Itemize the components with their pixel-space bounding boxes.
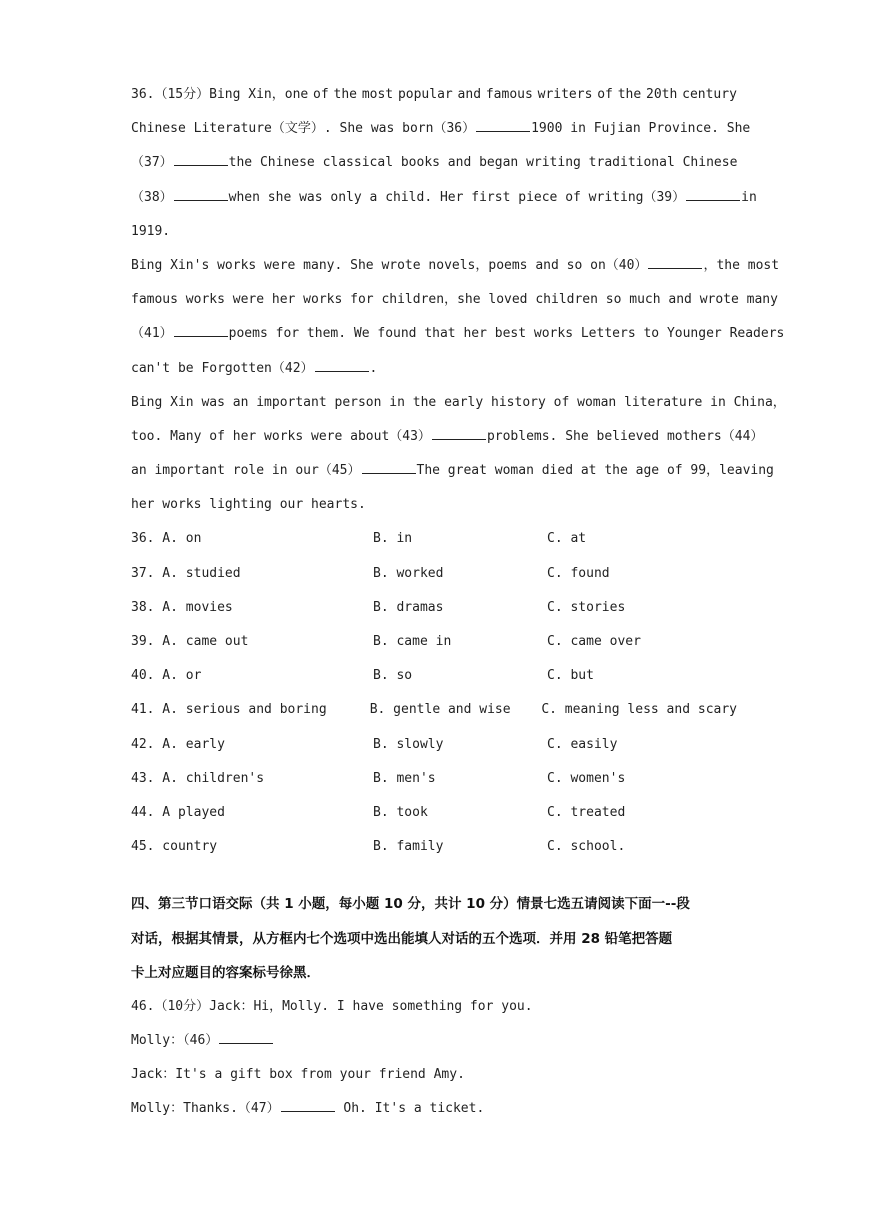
text: in bbox=[741, 189, 757, 205]
dialogue-line-3: Jack：It's a gift box from your friend Amy. bbox=[131, 1067, 465, 1083]
option-a[interactable]: 38. A. movies bbox=[131, 599, 233, 615]
text: famous bbox=[485, 87, 533, 102]
option-row bbox=[131, 796, 737, 830]
option-c[interactable]: C. women's bbox=[547, 770, 626, 786]
answer-blank-38[interactable] bbox=[174, 186, 228, 201]
answer-blank-36[interactable] bbox=[476, 117, 530, 132]
option-row bbox=[131, 522, 737, 556]
options-list bbox=[131, 522, 737, 864]
text: the bbox=[617, 87, 642, 102]
option-b[interactable]: B. men's bbox=[373, 770, 436, 786]
text: （41） bbox=[131, 326, 173, 342]
text: Molly：（46） bbox=[131, 1033, 219, 1049]
answer-blank-45[interactable] bbox=[362, 459, 416, 474]
option-c[interactable]: C. school. bbox=[547, 839, 626, 855]
text: Oh. It's a ticket. bbox=[343, 1101, 485, 1117]
text: 20th bbox=[646, 87, 678, 102]
passage-line-12 bbox=[131, 454, 774, 488]
text: of bbox=[597, 87, 613, 102]
option-a[interactable]: 41. A. serious and boring bbox=[131, 702, 327, 718]
passage-line-5: 1919. bbox=[131, 223, 171, 239]
option-c[interactable]: C. came over bbox=[547, 634, 641, 649]
passage-line-8 bbox=[131, 317, 785, 351]
option-c[interactable]: C. meaning less and scary bbox=[541, 702, 737, 718]
answer-blank-39[interactable] bbox=[686, 186, 740, 201]
text: when she was only a child. Her first piece of writing（39） bbox=[228, 189, 686, 205]
text: 1900 in Fujian Province. She bbox=[531, 121, 751, 137]
text: poems for them. We found that her best works Letters to Younger Readers bbox=[228, 326, 785, 342]
text: （38） bbox=[131, 189, 173, 205]
option-b[interactable]: B. gentle and wise bbox=[369, 702, 511, 718]
passage-line-6 bbox=[131, 249, 780, 283]
section-heading-line-3: 卡上对应题目的容案标号徐黑． bbox=[131, 964, 320, 981]
section-heading-line-2: 对话，根据其情景，从方框内七个选项中选出能填人对话的五个选项．并用 28 铅笔把答题 bbox=[131, 930, 673, 947]
text: Molly：Thanks.（47） bbox=[131, 1101, 280, 1117]
answer-blank-47[interactable] bbox=[281, 1097, 335, 1112]
option-c[interactable]: C. easily bbox=[547, 736, 618, 752]
passage-line-13: her works lighting our hearts. bbox=[131, 497, 366, 513]
option-row bbox=[131, 591, 737, 625]
option-a[interactable]: 42. A. early bbox=[131, 736, 225, 752]
text: most bbox=[361, 87, 394, 102]
text: century bbox=[682, 87, 737, 102]
option-row bbox=[131, 625, 737, 659]
option-row bbox=[131, 762, 737, 796]
text: too. Many of her works were about（43） bbox=[131, 428, 431, 444]
text: ，the most bbox=[703, 257, 780, 273]
option-b[interactable]: B. worked bbox=[373, 565, 444, 581]
option-a[interactable]: 43. A. children's bbox=[131, 770, 265, 786]
option-b[interactable]: B. family bbox=[373, 839, 444, 855]
option-row bbox=[131, 557, 737, 591]
passage-line-7: famous works were her works for children，she loved children so much and wrote many bbox=[131, 292, 778, 308]
answer-blank-43[interactable] bbox=[432, 425, 486, 440]
option-a[interactable]: 44. A played bbox=[131, 804, 225, 820]
option-c[interactable]: C. stories bbox=[547, 599, 626, 615]
answer-blank-46[interactable] bbox=[219, 1029, 273, 1044]
text: the bbox=[333, 87, 357, 102]
option-c[interactable]: C. found bbox=[547, 565, 610, 581]
option-a[interactable]: 39. A. came out bbox=[131, 634, 249, 649]
option-c[interactable]: C. at bbox=[547, 531, 587, 547]
dialogue-line-2 bbox=[131, 1024, 737, 1058]
option-row bbox=[131, 659, 737, 693]
answer-blank-37[interactable] bbox=[174, 151, 228, 166]
text: an important role in our（45） bbox=[131, 463, 361, 479]
option-b[interactable]: B. took bbox=[373, 804, 428, 820]
option-b[interactable]: B. slowly bbox=[373, 736, 444, 752]
text: and bbox=[457, 87, 482, 102]
option-b[interactable]: B. in bbox=[373, 531, 413, 547]
option-a[interactable]: 40. A. or bbox=[131, 668, 202, 684]
option-row bbox=[131, 728, 737, 762]
answer-blank-42[interactable] bbox=[315, 357, 369, 372]
text: can't be Forgotten（42） bbox=[131, 360, 314, 376]
passage-line-11 bbox=[131, 420, 764, 454]
answer-blank-41[interactable] bbox=[174, 322, 228, 337]
section-heading-line-1: 四、第三节口语交际（共 1 小题，每小题 10 分，共计 10 分）情景七选五请阅读下面一--段 bbox=[131, 896, 690, 913]
exam-page bbox=[131, 78, 786, 1127]
passage-line-9 bbox=[131, 352, 737, 386]
passage-line-1 bbox=[131, 78, 737, 112]
answer-blank-40[interactable] bbox=[648, 254, 702, 269]
text: . bbox=[369, 360, 378, 376]
spacer bbox=[131, 864, 737, 887]
text: 36.（15分）Bing Xin，one bbox=[131, 87, 309, 102]
option-a[interactable]: 37. A. studied bbox=[131, 565, 241, 581]
text: Bing Xin's works were many. She wrote novels，poems and so on（40） bbox=[131, 257, 648, 273]
option-b[interactable]: B. came in bbox=[373, 634, 452, 649]
option-a[interactable]: 36. A. on bbox=[131, 531, 202, 547]
passage-line-2 bbox=[131, 112, 751, 146]
text: （37） bbox=[131, 155, 173, 171]
text: Chinese Literature（文学）. She was born（36） bbox=[131, 121, 476, 137]
option-b[interactable]: B. dramas bbox=[373, 599, 444, 615]
text: The great woman died at the age of 99，leaving bbox=[416, 463, 774, 479]
option-row bbox=[131, 693, 737, 727]
passage-line-10: Bing Xin was an important person in the early history of woman literature in China， bbox=[131, 394, 786, 410]
option-c[interactable]: C. but bbox=[547, 668, 594, 684]
passage-line-4 bbox=[131, 181, 757, 215]
passage-line-3 bbox=[131, 146, 737, 180]
dialogue-line-1: 46.（10分）Jack：Hi，Molly. I have something for you. bbox=[131, 998, 533, 1014]
text: problems. She believed mothers（44） bbox=[486, 428, 764, 444]
text: writers bbox=[537, 87, 593, 102]
text: popular bbox=[397, 87, 453, 102]
option-a[interactable]: 45. country bbox=[131, 839, 218, 855]
option-c[interactable]: C. treated bbox=[547, 804, 626, 820]
option-b[interactable]: B. so bbox=[373, 668, 413, 684]
option-row bbox=[131, 830, 737, 864]
text: the Chinese classical books and began writing traditional Chinese bbox=[228, 155, 738, 171]
text: of bbox=[313, 87, 329, 102]
dialogue-line-4 bbox=[131, 1092, 737, 1126]
